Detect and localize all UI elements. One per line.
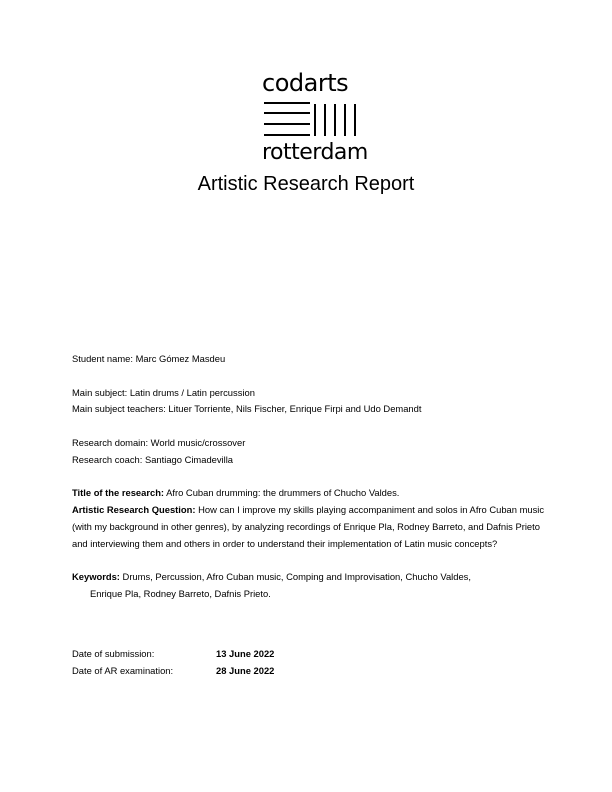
research-title-label: Title of the research: — [72, 487, 165, 499]
examination-date-row — [72, 662, 274, 679]
keywords-label: Keywords: — [72, 571, 120, 583]
submission-date-label: Date of submission: — [72, 648, 155, 659]
research-title-value: Afro Cuban drumming: the drummers of Chucho Valdes. — [164, 487, 400, 499]
research-question — [72, 502, 547, 552]
research-domain: Research domain: World music/crossover — [72, 436, 246, 448]
submission-date-value: 13 June 2022 — [216, 648, 275, 659]
research-question-label: Artistic Research Question: — [72, 504, 196, 516]
logo-top-word: codarts — [262, 69, 349, 97]
logo-mark-icon — [262, 102, 362, 136]
student-name: Student name: Marc Gómez Masdeu — [72, 353, 226, 364]
examination-date-value: 28 June 2022 — [216, 665, 275, 676]
logo-bottom-word: rotterdam — [262, 140, 368, 165]
main-subject: Main subject: Latin drums / Latin percussion — [72, 386, 255, 398]
codarts-logo — [262, 69, 368, 166]
keywords — [72, 569, 547, 586]
research-coach: Research coach: Santiago Cimadevilla — [72, 453, 234, 465]
keywords-value-line2: Enrique Pla, Rodney Barreto, Dafnis Prieto. — [90, 588, 271, 600]
report-title: Artistic Research Report — [197, 173, 415, 195]
dates-section — [72, 645, 274, 679]
research-question-value: How can I improve my skills playing accompaniment and solos in Afro Cuban music (with my background in other genres), by analyzing recordings of Enrique Pla, Rodney Barreto, and Dafnis Prieto and interviewing them and others in order to understand their implementation of Latin music concepts? — [72, 504, 545, 549]
keywords-value-line1: Drums, Percussion, Afro Cuban music, Comping and Improvisation, Chucho Valdes, — [119, 571, 471, 583]
report-details — [72, 351, 547, 603]
submission-date-row — [72, 645, 274, 662]
research-title — [72, 485, 547, 502]
main-subject-teachers: Main subject teachers: Lituer Torriente, Nils Fischer, Enrique Firpi and Udo Demandt — [72, 403, 422, 415]
examination-date-label: Date of AR examination: — [72, 665, 174, 676]
